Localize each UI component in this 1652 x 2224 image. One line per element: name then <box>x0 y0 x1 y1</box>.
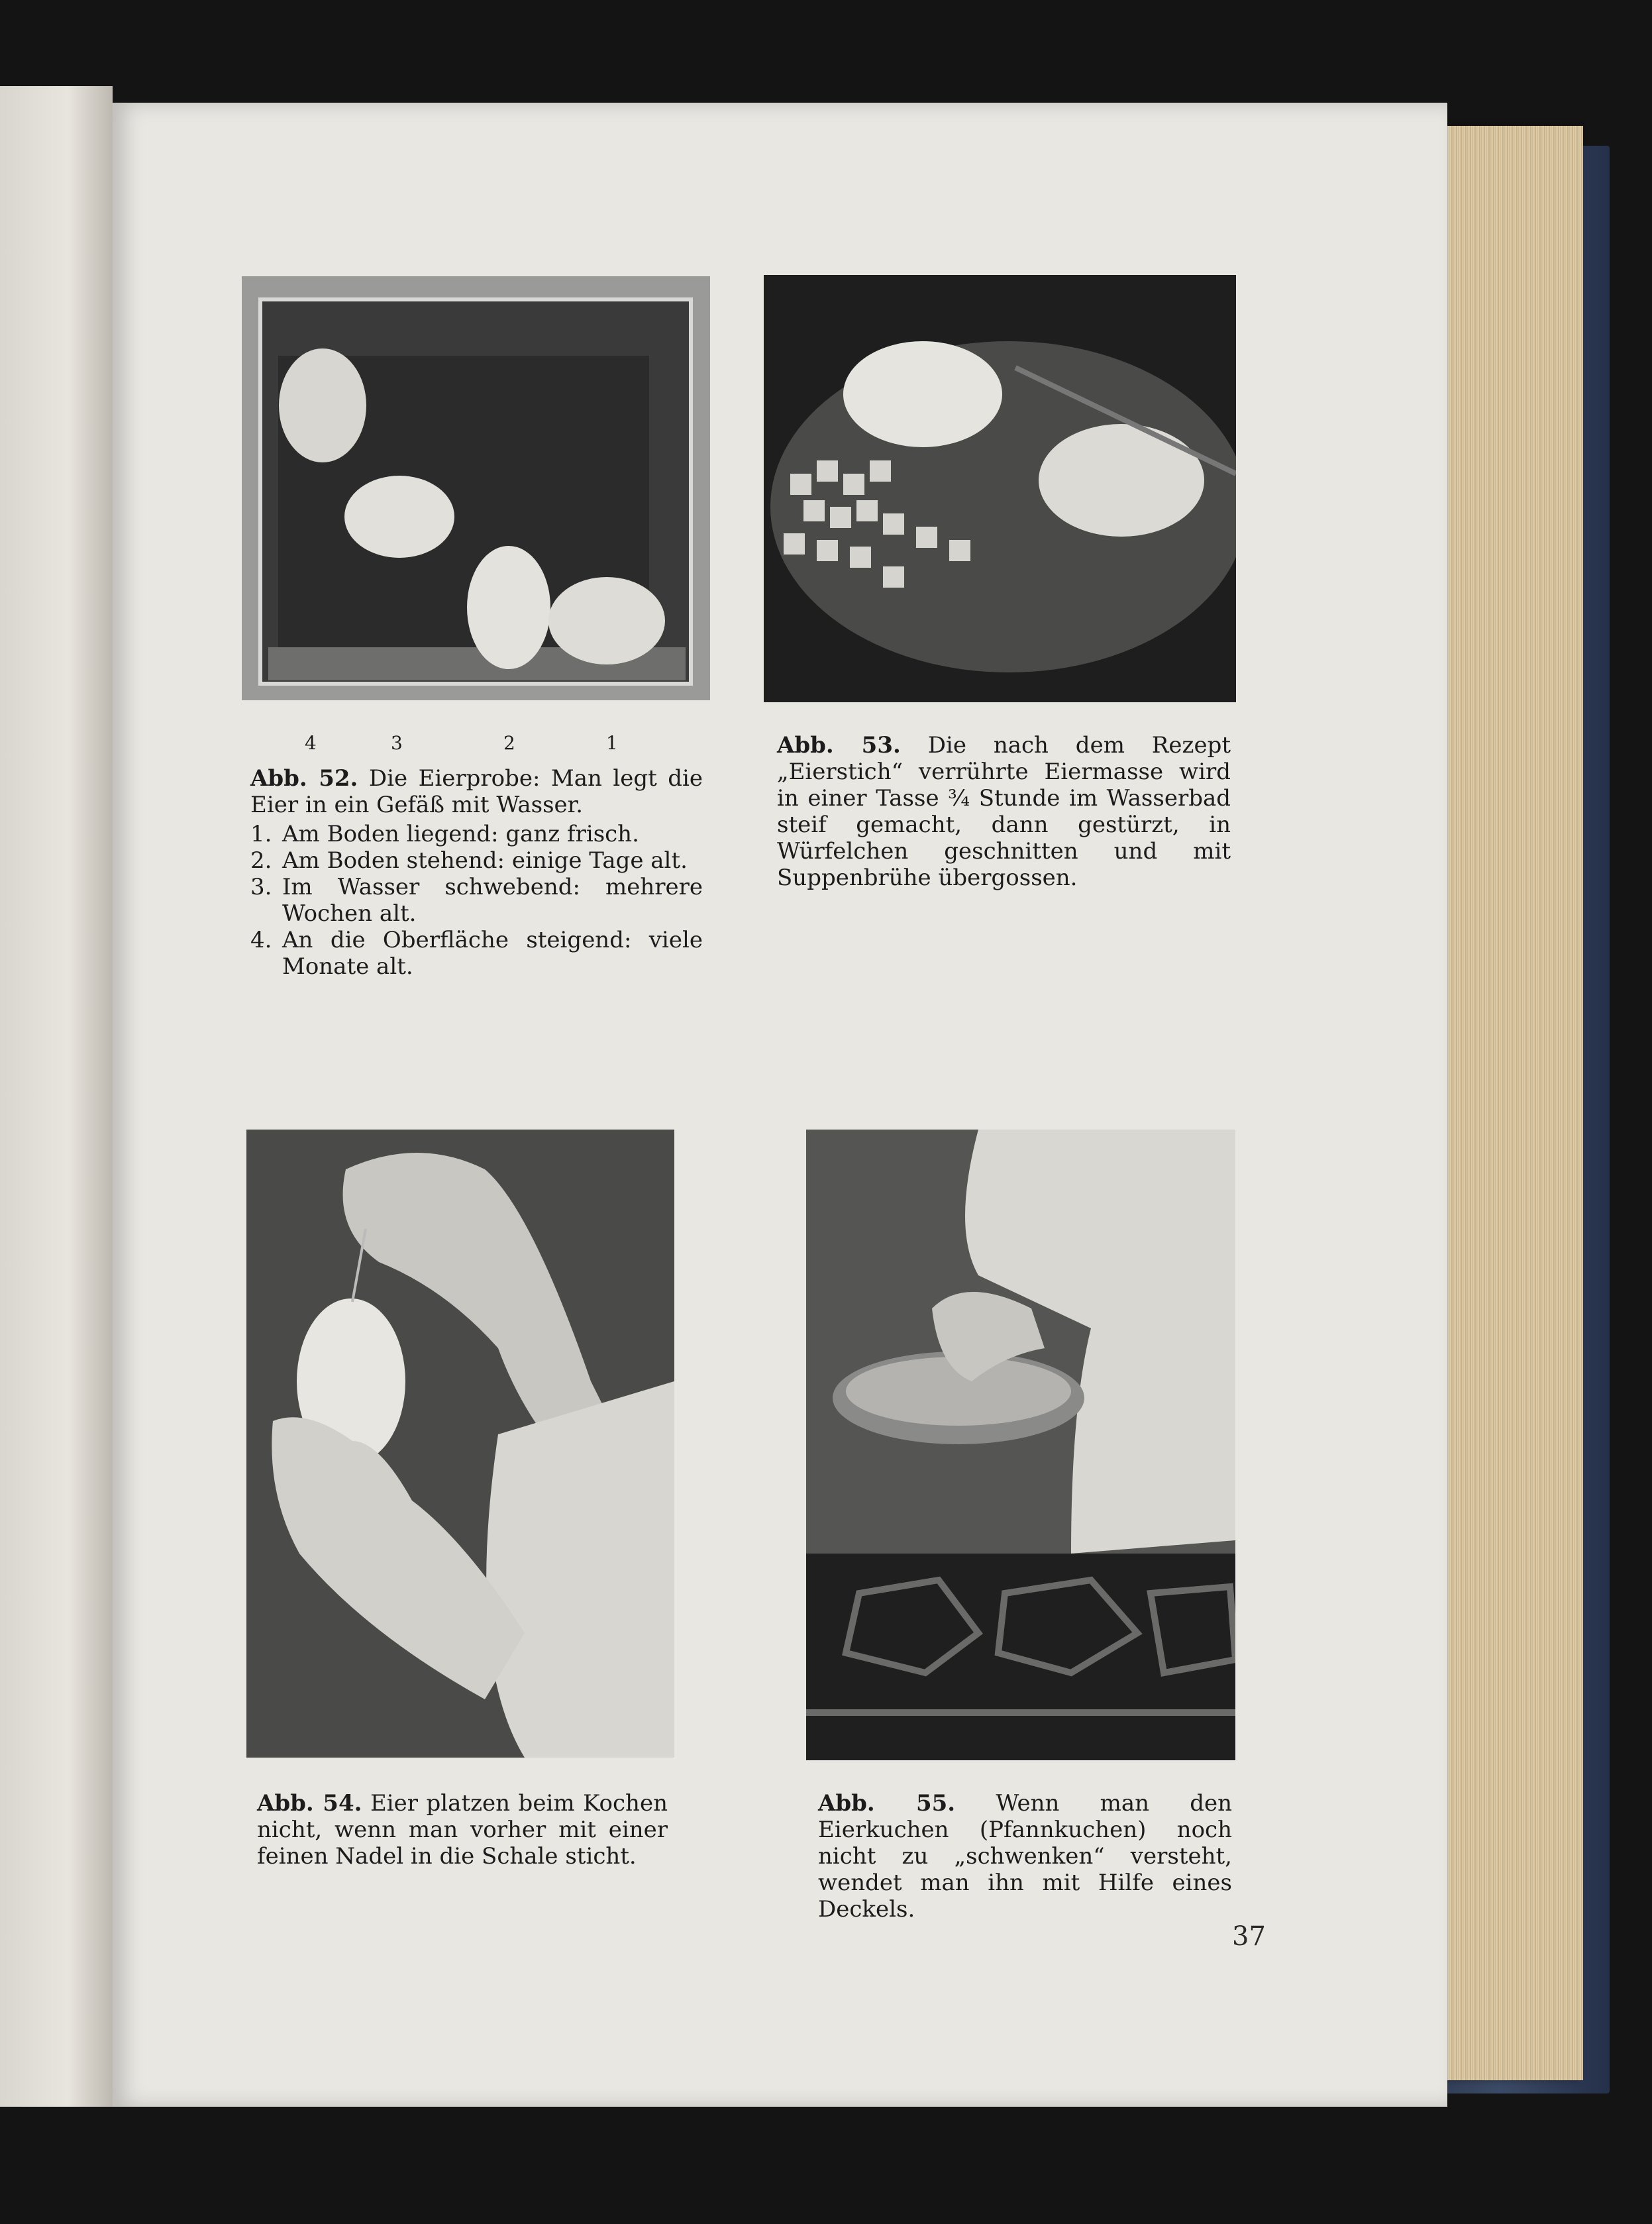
figure-label: Abb. 53. <box>777 732 901 759</box>
caption-text: Die nach dem Rezept „Eierstich“ verrührte Eiermasse wird in einer Tasse ¾ Stunde im Wasserbad steif gemacht, dann gestürzt, in Würfelchen geschnitten und mit Suppenbrühe übergossen. <box>777 732 1231 891</box>
photo-pancake-lid <box>806 1130 1235 1760</box>
caption-fig54 <box>257 1790 668 1870</box>
caption-text: Eier platzen beim Kochen nicht, wenn man vorher mit einer feinen Nadel in die Schale sticht. <box>257 1790 668 1870</box>
egg-number: 1 <box>606 732 618 754</box>
page-edges <box>1444 126 1583 2080</box>
caption-text: Wenn man den Eierkuchen (Pfannkuchen) noch nicht zu „schwenken“ versteht, wendet man ihn mit Hilfe eines Deckels. <box>818 1790 1232 1923</box>
egg-number: 4 <box>305 732 317 754</box>
figure-label: Abb. 55. <box>818 1790 956 1817</box>
photo-egg-custard-cubes <box>764 275 1236 702</box>
caption-fig53 <box>777 732 1231 891</box>
egg-numbers <box>245 732 636 759</box>
photo-egg-needle <box>246 1130 674 1758</box>
left-page-edge <box>0 86 113 2107</box>
egg-age-list <box>250 821 703 980</box>
caption-text: Die Eierprobe: Man legt die Eier in ein Gefäß mit Wasser. <box>250 765 703 818</box>
egg-number: 2 <box>503 732 515 754</box>
page-number: 37 <box>1232 1921 1266 1952</box>
caption-fig52 <box>250 765 703 980</box>
list-item: 1. Am Boden liegend: ganz frisch. <box>250 821 639 847</box>
photo-egg-float-test <box>242 276 710 700</box>
egg-number: 3 <box>391 732 403 754</box>
list-item: 2. Am Boden stehend: einige Tage alt. <box>250 847 688 874</box>
figure-label: Abb. 52. <box>250 765 358 792</box>
list-item: 3. Im Wasser schwebend: mehrere Wochen alt. <box>250 874 703 927</box>
list-item: 4. An die Oberfläche steigend: viele Monate alt. <box>250 927 703 980</box>
caption-fig55 <box>818 1790 1232 1923</box>
figure-label: Abb. 54. <box>257 1790 362 1817</box>
